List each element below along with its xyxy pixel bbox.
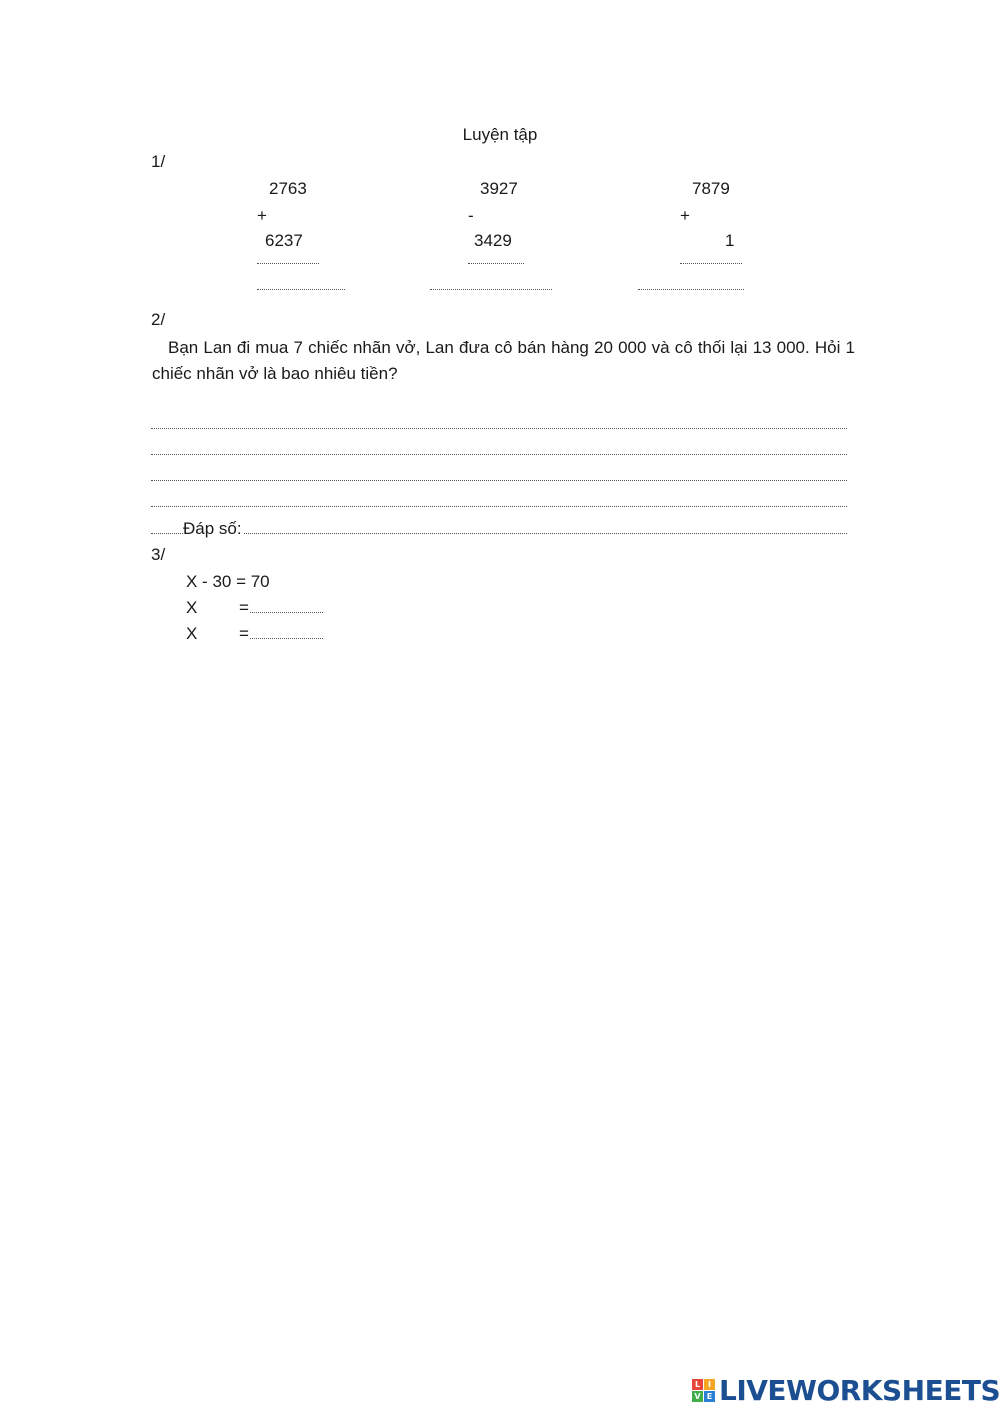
liveworksheets-logo [692,1374,1000,1406]
logo-tile-i: I [704,1379,715,1390]
solution-line-1 [151,428,847,429]
problem-2-bottom: 3429 [474,231,512,250]
solution-line-4 [151,506,847,507]
solution-line-3-input[interactable] [151,468,851,484]
step-1-equals: = [239,598,249,617]
problem-3-answer-line [680,263,742,264]
problem-1-operator: + [257,206,267,225]
solution-line-1-input[interactable] [151,416,851,432]
step-1-variable: X [186,598,198,617]
problem-2-operator: - [468,206,474,225]
step-1-line [250,612,323,613]
exercise-1-label: 1/ [151,152,166,171]
logo-icon [692,1379,715,1402]
problem-3-bottom: 1 [725,231,735,250]
solution-line-4-input[interactable] [151,494,851,510]
problem-1-answer-line [257,263,319,264]
equation: X - 30 = 70 [186,572,270,591]
problem-2-answer-line [468,263,524,264]
logo-tile-e: E [704,1391,715,1402]
logo-tile-l: L [692,1379,703,1390]
brand-text: LIVEWORKSHEETS [719,1373,1000,1407]
problem-3-top: 7879 [692,179,730,198]
page-title: Luyện tập [462,125,538,144]
problem-1-extra-line [257,289,345,290]
problem-2-extra-line [430,289,552,290]
answer-lead-line [151,533,183,534]
word-problem-text: Bạn Lan đi mua 7 chiếc nhãn vở, Lan đưa cô bán hàng 20 000 và cô thối lại 13 000. Hỏi 1 chiếc nhãn vở là bao nhiêu tiền? [152,338,855,383]
solution-line-2-input[interactable] [151,442,851,458]
problem-3-operator: + [680,206,690,225]
problem-1-bottom: 6237 [265,231,303,250]
solution-line-3 [151,480,847,481]
answer-label: Đáp số: [183,519,242,538]
step-2-equals: = [239,624,249,643]
exercise-2-label: 2/ [151,310,166,329]
problem-2-top: 3927 [480,179,518,198]
answer-line [244,533,847,534]
answer-input[interactable] [244,521,851,537]
step-2-line [250,638,323,639]
problem-1-answer-input[interactable] [257,252,323,268]
exercise-3-label: 3/ [151,545,166,564]
step-2-variable: X [186,624,198,643]
problem-3-answer-input[interactable] [680,252,746,268]
problem-1-top: 2763 [269,179,307,198]
solution-line-2 [151,454,847,455]
problem-3-extra-line [638,289,744,290]
problem-2-answer-input[interactable] [468,252,528,268]
logo-tile-v: V [692,1391,703,1402]
